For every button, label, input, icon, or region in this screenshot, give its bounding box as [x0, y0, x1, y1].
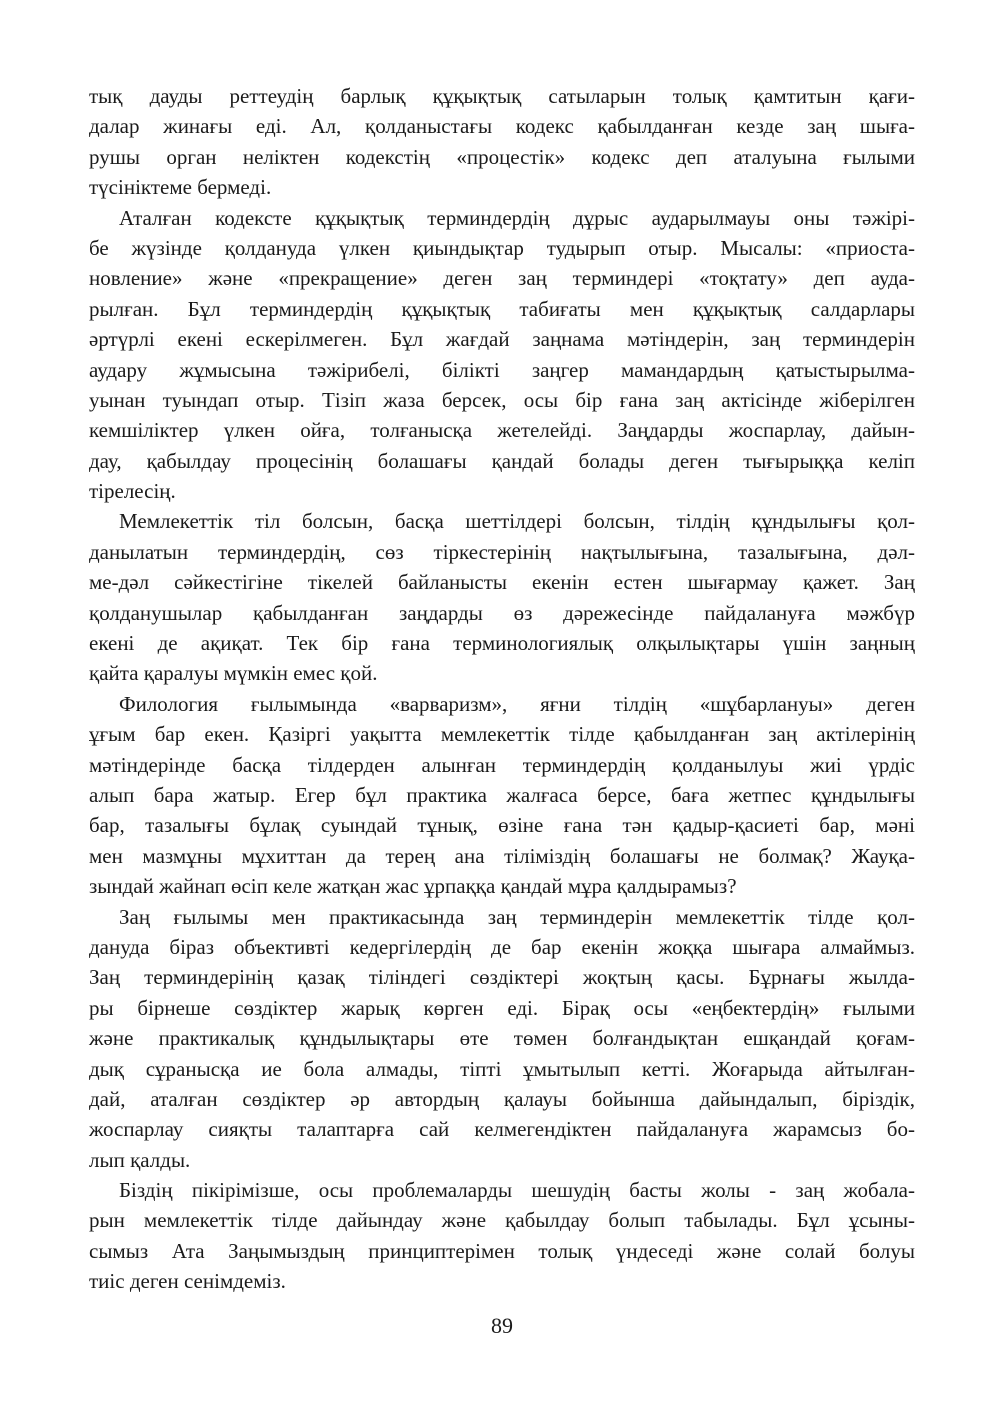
text-line: мен мазмұны мұхиттан да терең ана тіліміздің болашағы не болмақ? Жауқа-	[89, 843, 915, 868]
paragraph	[89, 203, 915, 507]
page-number: 89	[491, 1313, 513, 1338]
text-line: новление» және «прекращение» деген заң терминдері «тоқтату» деп ауда-	[89, 266, 915, 291]
text-line: Мемлекеттік тіл болсын, басқа шеттілдері болсын, тілдің құндылығы қол-	[119, 509, 915, 534]
text-line: уынан туындап отыр. Тізіп жаза берсек, осы бір ғана заң актісінде жіберілген	[89, 387, 915, 412]
text-line: дық сұранысқа ие бола алмады, тіпті ұмытылып кетті. Жоғарыда айтылған-	[89, 1056, 915, 1081]
text-line: сымыз Ата Заңымыздың принциптерімен толық үндеседі және солай болуы	[89, 1238, 915, 1263]
paragraph	[89, 689, 915, 902]
text-line: Заң ғылымы мен практикасында заң терминдерін мемлекеттік тілде қол-	[119, 904, 915, 929]
text-line: ме-дәл сәйкестігіне тікелей байланысты екенін естен шығармау қажет. Заң	[89, 570, 915, 595]
text-line: зындай жайнап өсіп келе жатқан жас ұрпаққа қандай мұра қалдырамыз?	[89, 874, 737, 899]
paragraph	[89, 1175, 915, 1297]
text-line: далар жинағы еді. Ал, қолданыстағы кодекс қабылданған кезде заң шыға-	[89, 114, 915, 139]
text-line: Филология ғылымында «варваризм», яғни тілдің «шұбарлануы» деген	[119, 691, 915, 716]
text-line: тиіс деген сенімдеміз.	[89, 1269, 286, 1294]
text-line: аудару жұмысына тәжірибелі, білікті заңгер мамандардың қатыстырылма-	[89, 357, 915, 382]
text-line: Аталған кодексте құқықтық терминдердің дұрыс аударылмауы оны тәжірі-	[119, 205, 915, 230]
text-line: рын мемлекеттік тілде дайындау және қабылдау болып табылады. Бұл ұсыны-	[89, 1208, 915, 1233]
text-line: және практикалық құндылықтары өте төмен болғандықтан ешқандай қоғам-	[89, 1026, 915, 1051]
text-line: тірелесің.	[89, 479, 176, 504]
text-line: екені де ақиқат. Тек бір ғана терминологиялық олқылықтары үшін заңның	[89, 631, 915, 656]
text-line: рушы орган неліктен кодекстің «процестік» кодекс деп аталуына ғылыми	[89, 144, 915, 169]
text-line: лып қалды.	[89, 1147, 191, 1172]
text-line: бар, тазалығы бұлақ суындай тұнық, өзіне ғана тән қадыр-қасиеті бар, мәні	[89, 813, 915, 838]
paragraph	[89, 81, 915, 203]
text-line: бе жүзінде қолдануда үлкен қиындықтар тудырып отыр. Мысалы: «приоста-	[89, 235, 915, 260]
paragraph	[89, 902, 915, 1176]
text-line: алып бара жатыр. Егер бұл практика жалғаса берсе, баға жетпес құндылығы	[89, 782, 915, 807]
text-line: Біздің пікірімізше, осы проблемаларды шешудің басты жолы - заң жобала-	[119, 1178, 915, 1203]
paragraph	[89, 506, 915, 688]
text-line: рылған. Бұл терминдердің құқықтық табиғаты мен құқықтық салдарлары	[89, 296, 915, 321]
text-line: әртүрлі екені ескерілмеген. Бұл жағдай заңнама мәтіндерін, заң терминдерін	[89, 327, 915, 352]
text-line: Заң терминдерінің қазақ тіліндегі сөздіктері жоқтың қасы. Бұрнағы жылда-	[89, 965, 915, 990]
text-line: дай, аталған сөздіктер әр автордың қалауы бойынша дайындалып, біріздік,	[89, 1086, 915, 1111]
text-line: тық дауды реттеудің барлық құқықтық сатыларын толық қамтитын қағи-	[89, 84, 915, 108]
text-line: жоспарлау сияқты талаптарға сай келмегендіктен пайдалануға жарамсыз бо-	[89, 1117, 915, 1142]
text-line: кемшіліктер үлкен ойға, толғанысқа жетелейді. Заңдарды жоспарлау, дайын-	[89, 418, 915, 443]
text-line: қолданушылар қабылданған заңдарды өз дәрежесінде пайдалануға мәжбүр	[89, 600, 915, 625]
text-line: мәтіндерінде басқа тілдерден алынған терминдердің қолданылуы жиі үрдіс	[89, 752, 915, 777]
text-line: ры бірнеше сөздіктер жарық көрген еді. Бірақ осы «еңбектердің» ғылыми	[89, 995, 915, 1020]
text-line: ұғым бар екен. Қазіргі уақытта мемлекеттік тілде қабылданған заң актілерінің	[89, 722, 915, 747]
text-line: данылатын терминдердің, сөз тіркестерінің нақтылығына, тазалығына, дәл-	[89, 539, 915, 564]
text-line: дау, қабылдау процесінің болашағы қандай болады деген тығырыққа келіп	[89, 448, 915, 473]
text-line: түсініктеме бермеді.	[89, 175, 272, 200]
text-line: дануда біраз объективті кедергілердің де бар екенін жоққа шығара алмаймыз.	[89, 934, 915, 959]
body-text	[89, 81, 915, 1297]
text-line: қайта қаралуы мүмкін емес қой.	[89, 661, 378, 686]
